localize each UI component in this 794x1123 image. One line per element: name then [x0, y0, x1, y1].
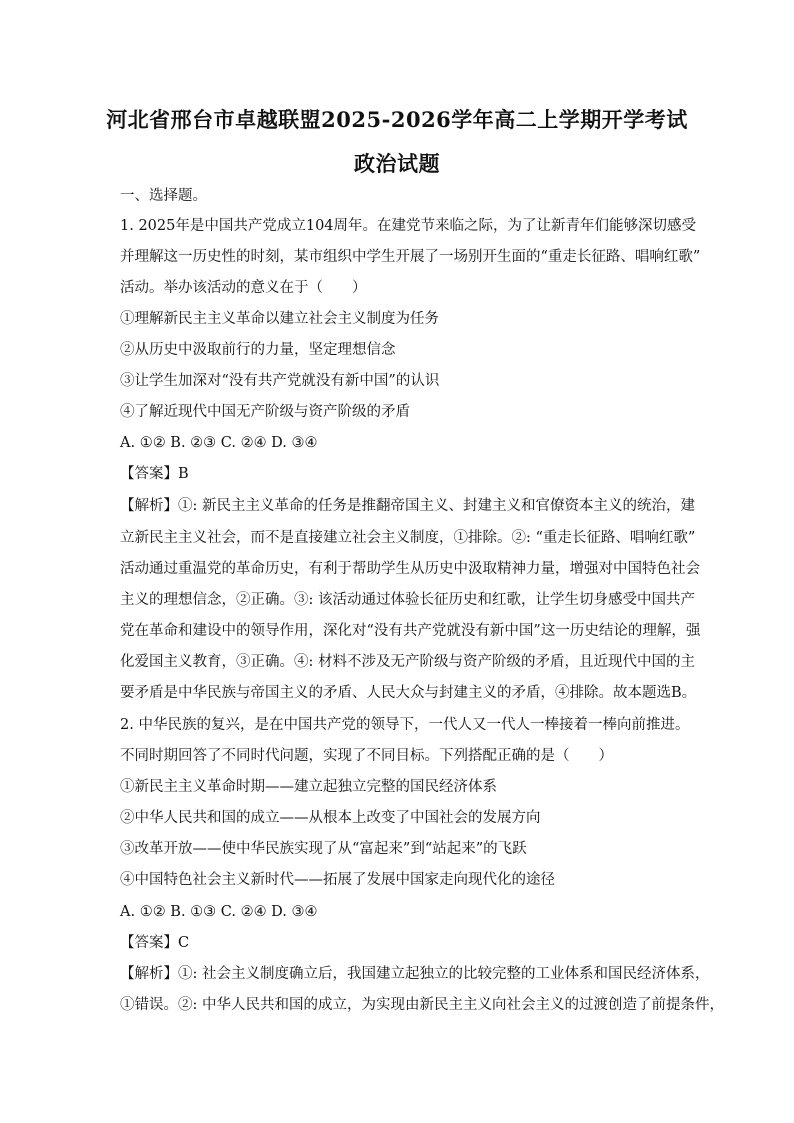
- explanation-line: 党在革命和建设中的领导作用，深化对“没有共产党就没有新中国”这一历史结论的理解，强: [120, 623, 701, 639]
- option-line: ④了解近现代中国无产阶级与资产阶级的矛盾: [120, 404, 410, 420]
- answer-line: 【答案】C: [120, 935, 190, 951]
- option-line: ②中华人民共和国的成立——从根本上改变了中国社会的发展方向: [120, 810, 541, 826]
- text-line: 1. 2025年是中国共产党成立104周年。在建党节来临之际，为了让新青年们能够深切感受: [120, 218, 697, 234]
- option-line: ②从历史中汲取前行的力量，坚定理想信念: [120, 342, 396, 358]
- explanation-line: 化爱国主义教育，③正确。④: 材料不涉及无产阶级与资产阶级的矛盾，且近现代中国的主: [120, 654, 695, 670]
- answer-line: 【答案】B: [120, 466, 189, 482]
- text-line: 2. 中华民族的复兴，是在中国共产党的领导下，一代人又一代人一棒接着一棒向前推进。: [120, 717, 690, 733]
- choices-line: A. ①② B. ①③ C. ②④ D. ③④: [120, 904, 318, 920]
- option-line: ③让学生加深对“没有共产党就没有新中国”的认识: [120, 373, 440, 389]
- explanation-line: 要矛盾是中华民族与帝国主义的矛盾、人民大众与封建主义的矛盾，④排除。故本题选B。: [120, 685, 697, 701]
- option-line: ①理解新民主主义革命以建立社会主义制度为任务: [120, 311, 439, 327]
- page-subtitle: 政治试题: [354, 151, 440, 176]
- explanation-line: 主义的理想信念，②正确。③: 该活动通过体验长征历史和红歌，让学生切身感受中国共产: [120, 592, 695, 608]
- explanation-line: 【解析】①: 新民主主义革命的任务是推翻帝国主义、封建主义和官僚资本主义的统治，建: [120, 498, 695, 514]
- option-line: ①新民主主义革命时期——建立起独立完整的国民经济体系: [120, 779, 497, 795]
- section-heading: 一、选择题。: [120, 188, 207, 204]
- page-title: 河北省邢台市卓越联盟2025-2026学年高二上学期开学考试: [106, 107, 688, 132]
- option-line: ③改革开放——使中华民族实现了从“富起来”到“站起来”的飞跃: [120, 841, 527, 857]
- text-line: 并理解这一历史性的时刻，某市组织中学生开展了一场别开生面的“重走长征路、唱响红歌”: [120, 249, 701, 265]
- text-line: 不同时期回答了不同时代问题，实现了不同目标。下列搭配正确的是（ ）: [120, 748, 613, 764]
- choices-line: A. ①② B. ②③ C. ②④ D. ③④: [120, 435, 318, 451]
- explanation-line: 【解析】①: 社会主义制度确立后，我国建立起独立的比较完整的工业体系和国民经济体系，: [120, 966, 710, 982]
- explanation-line: 立新民主主义社会，而不是直接建立社会主义制度，①排除。②: “重走长征路、唱响红歌”: [120, 530, 696, 546]
- explanation-line: 活动通过重温党的革命历史，有利于帮助学生从历史中汲取精神力量，增强对中国特色社会: [120, 561, 700, 577]
- text-line: 活动。举办该活动的意义在于（ ）: [120, 280, 367, 296]
- explanation-line: ①错误。②: 中华人民共和国的成立，为实现由新民主主义向社会主义的过渡创造了前提条件，: [120, 997, 724, 1013]
- option-line: ④中国特色社会主义新时代——拓展了发展中国家走向现代化的途径: [120, 872, 555, 888]
